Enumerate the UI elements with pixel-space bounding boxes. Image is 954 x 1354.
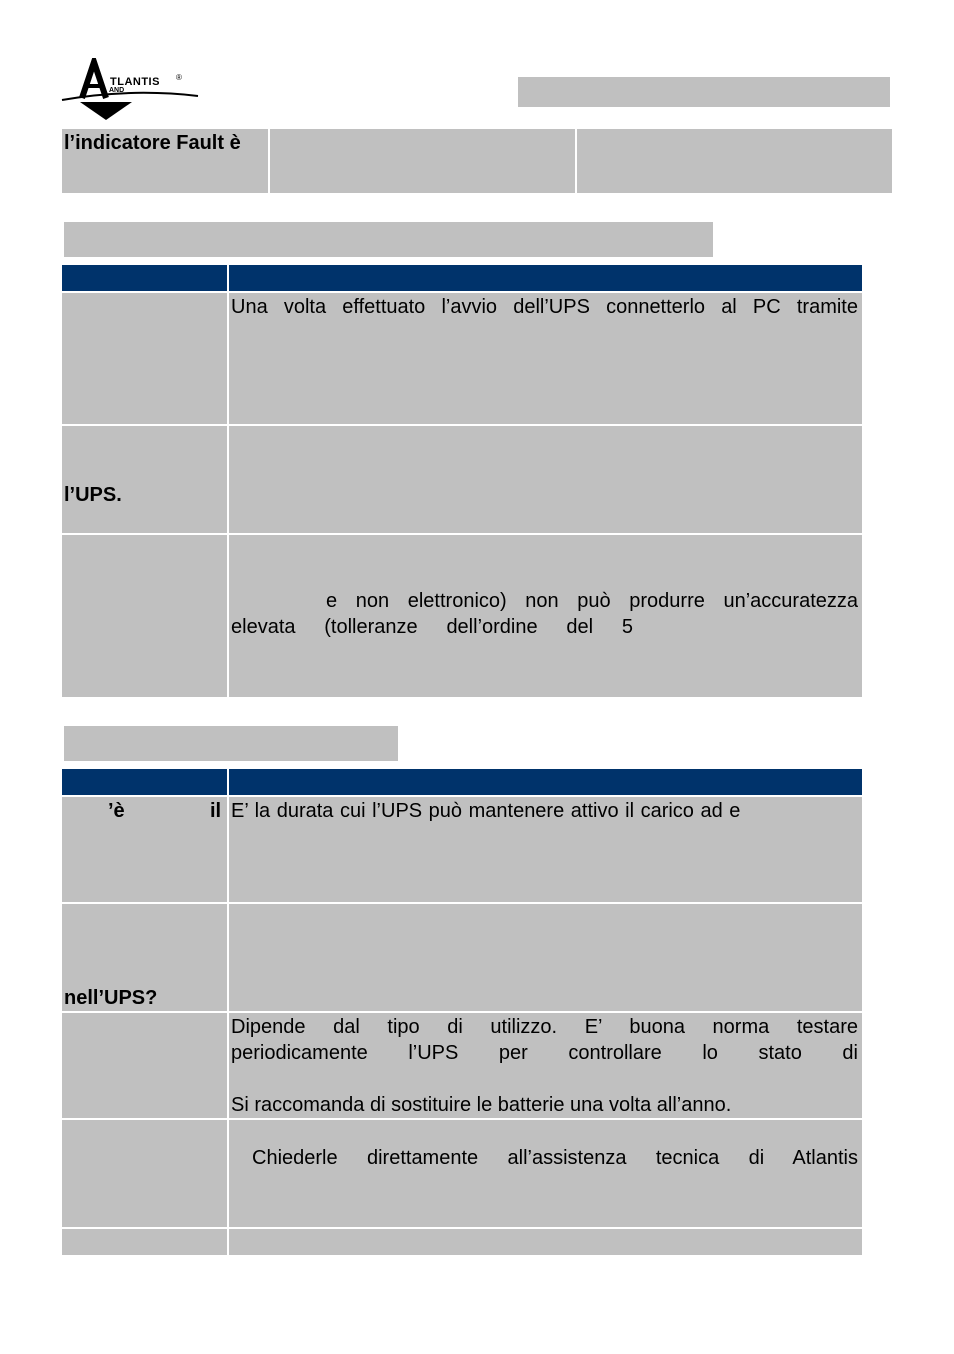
header-bar — [518, 77, 890, 107]
fault-row-cell-1 — [62, 129, 268, 193]
section1-title-bar — [64, 222, 713, 257]
s2-row2-question — [62, 904, 227, 1011]
fault-row-cell-3 — [577, 129, 892, 193]
s2-row3-answer — [229, 1013, 862, 1118]
s1-row2-question-text: l’UPS. — [64, 484, 122, 506]
s2-row4-question — [62, 1120, 227, 1227]
s2-row4-answer — [229, 1120, 862, 1227]
fault-row-label: l’indicatore Fault è — [64, 132, 241, 154]
logo-reg-mark: ® — [176, 73, 182, 82]
s1-row3-question — [62, 535, 227, 697]
section1-header-col2 — [229, 265, 862, 291]
s1-row1-answer-text: Una volta effettuato l’avvio dell’UPS connetterlo al PC tramite — [231, 296, 858, 318]
fault-row-cell-2 — [270, 129, 575, 193]
s2-row1-question — [62, 797, 227, 902]
atlantis-logo — [60, 58, 202, 120]
s2-row3-answer-line2: periodicamente l’UPS per controllare lo stato di — [231, 1042, 858, 1064]
s1-row3-answer-line1: e non elettronico) non può produrre un’accuratezza — [326, 590, 858, 612]
s2-row5-answer — [229, 1229, 862, 1255]
s2-row2-answer — [229, 904, 862, 1011]
logo-sub-text: AND — [109, 87, 125, 94]
section1-header-col1 — [62, 265, 227, 291]
logo-brand-text: TLANTIS — [110, 76, 160, 88]
s2-row5-question — [62, 1229, 227, 1255]
s2-row3-answer-line3: Si raccomanda di sostituire le batterie una volta all’anno. — [231, 1094, 732, 1116]
s1-row1-answer — [229, 293, 862, 424]
s1-row3-answer-line2: elevata (tolleranze dell’ordine del 5 — [231, 616, 633, 638]
s2-row4-answer-text: Chiederle direttamente all’assistenza tecnica di Atlantis — [252, 1147, 858, 1169]
section2-header-col2 — [229, 769, 862, 795]
s1-row3-answer — [229, 535, 862, 697]
s2-row1-answer — [229, 797, 862, 902]
s2-row1-answer-text: E’ la durata cui l’UPS può mantenere attivo il carico ad e — [231, 800, 741, 822]
s1-row2-question — [62, 426, 227, 533]
section2-title-bar — [64, 726, 398, 761]
s1-row1-question — [62, 293, 227, 424]
s2-row3-question — [62, 1013, 227, 1118]
logo-mark-icon — [60, 58, 202, 120]
section2-header-col1 — [62, 769, 227, 795]
s1-row2-answer — [229, 426, 862, 533]
s2-row3-answer-line1: Dipende dal tipo di utilizzo. E’ buona norma testare — [231, 1016, 858, 1038]
s2-row1-question-right: il — [210, 800, 222, 822]
s2-row1-question-left: ’è — [108, 800, 125, 822]
s2-row2-question-text: nell’UPS? — [64, 987, 158, 1009]
